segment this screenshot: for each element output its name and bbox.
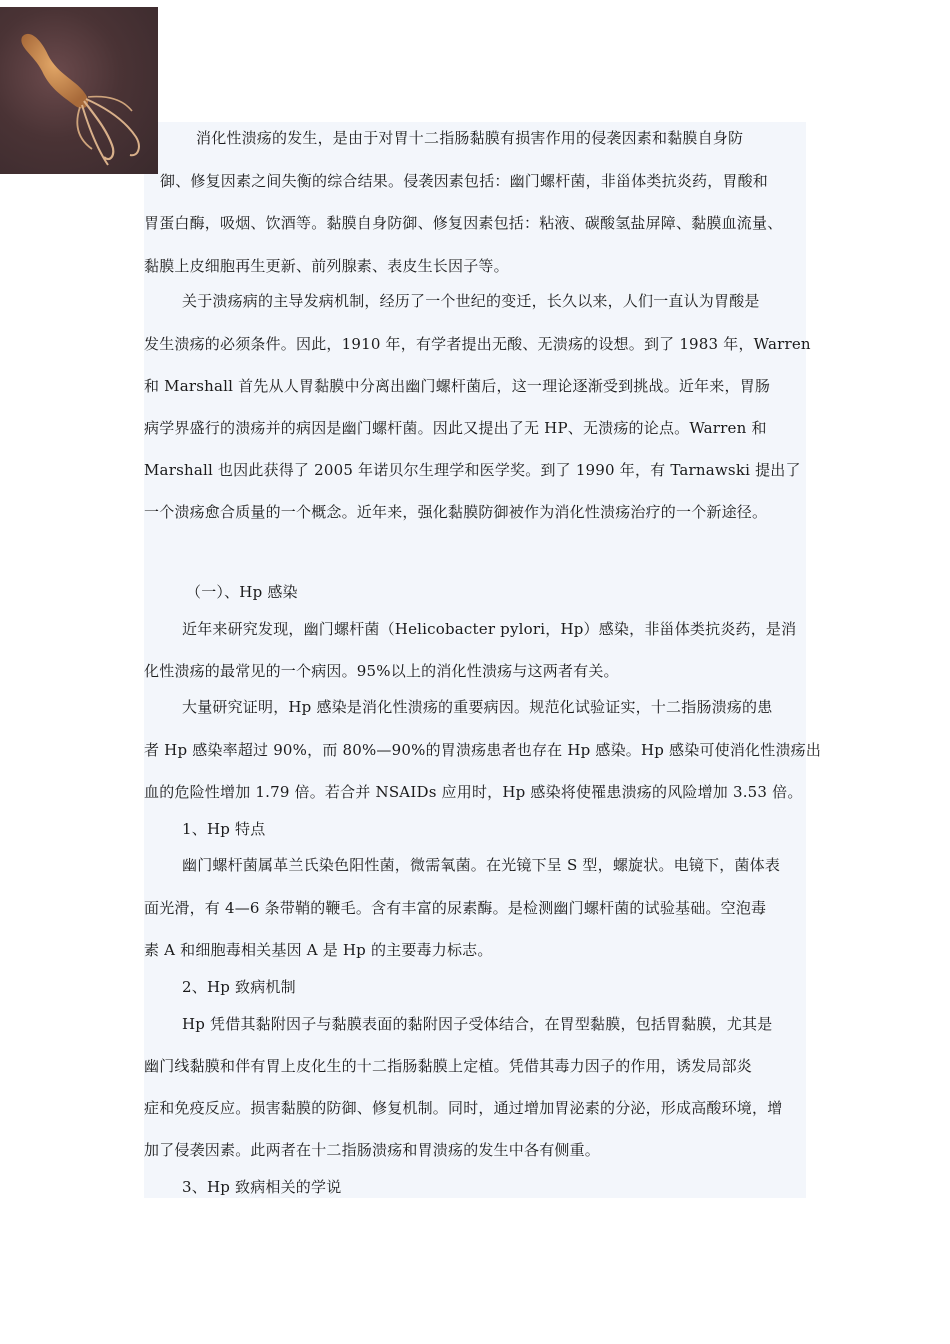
sub2-line-3: 症和免疫反应。损害黏膜的防御、修复机制。同时，通过增加胃泌素的分泌，形成高酸环境，增 <box>144 1099 783 1117</box>
sub2-line-4: 加了侵袭因素。此两者在十二指肠溃疡和胃溃疡的发生中各有侧重。 <box>144 1141 601 1159</box>
section1-p2-line-3: 血的危险性增加 1.79 倍。若合并 NSAIDs 应用时，Hp 感染将使罹患溃疡的风险增加 3.53 倍。 <box>144 783 803 801</box>
intro-line-2: 御、修复因素之间失衡的综合结果。侵袭因素包括：幽门螺杆菌，非甾体类抗炎药，胃酸和 <box>160 172 769 190</box>
mechanism-line-6: 一个溃疡愈合质量的一个概念。近年来，强化黏膜防御被作为消化性溃疡治疗的一个新途径。 <box>144 503 768 521</box>
intro-line-1: 消化性溃疡的发生，是由于对胃十二指肠黏膜有损害作用的侵袭因素和黏膜自身防 <box>196 129 744 147</box>
page-text-background <box>144 122 806 1198</box>
sub2-line-2: 幽门线黏膜和伴有胃上皮化生的十二指肠黏膜上定植。凭借其毒力因子的作用，诱发局部炎 <box>144 1057 753 1075</box>
intro-line-3: 胃蛋白酶，吸烟、饮酒等。黏膜自身防御、修复因素包括：粘液、碳酸氢盐屏障、黏膜血流量、 <box>144 214 783 232</box>
sub1-line-1: 幽门螺杆菌属革兰氏染色阳性菌，微需氧菌。在光镜下呈 S 型，螺旋状。电镜下，菌体表 <box>182 856 781 874</box>
sub1-line-3: 素 A 和细胞毒相关基因 A 是 Hp 的主要毒力标志。 <box>144 941 493 959</box>
section1-p2-line-1: 大量研究证明，Hp 感染是消化性溃疡的重要病因。规范化试验证实，十二指肠溃疡的患 <box>182 698 773 716</box>
mechanism-line-1: 关于溃疡病的主导发病机制，经历了一个世纪的变迁，长久以来，人们一直认为胃酸是 <box>182 292 760 310</box>
intro-line-4: 黏膜上皮细胞再生更新、前列腺素、表皮生长因子等。 <box>144 257 509 275</box>
section1-p1-line-1: 近年来研究发现，幽门螺杆菌（Helicobacter pylori，Hp）感染，非甾体类抗炎药，是消 <box>182 620 797 638</box>
section-heading-hp-infection: （一）、Hp 感染 <box>186 583 298 601</box>
helicobacter-bacterium-photo <box>0 7 158 174</box>
section1-p2-line-2: 者 Hp 感染率超过 90%，而 80%—90%的胃溃疡患者也存在 Hp 感染。Hp 感染可使消化性溃疡出 <box>144 741 822 759</box>
subheading-hp-features: 1、Hp 特点 <box>182 820 266 838</box>
section1-p1-line-2: 化性溃疡的最常见的一个病因。95%以上的消化性溃疡与这两者有关。 <box>144 662 619 680</box>
mechanism-line-3: 和 Marshall 首先从人胃黏膜中分离出幽门螺杆菌后，这一理论逐渐受到挑战。近年来，胃肠 <box>144 377 771 395</box>
sub1-line-2: 面光滑，有 4—6 条带鞘的鞭毛。含有丰富的尿素酶。是检测幽门螺杆菌的试验基础。空泡毒 <box>144 899 767 917</box>
mechanism-line-2: 发生溃疡的必须条件。因此，1910 年，有学者提出无酸、无溃疡的设想。到了 1983 年，Warren <box>144 335 811 353</box>
subheading-hp-theories: 3、Hp 致病相关的学说 <box>182 1178 342 1196</box>
mechanism-line-5: Marshall 也因此获得了 2005 年诺贝尔生理学和医学奖。到了 1990 年，有 Tarnawski 提出了 <box>144 461 801 479</box>
mechanism-line-4: 病学界盛行的溃疡并的病因是幽门螺杆菌。因此又提出了无 HP、无溃疡的论点。Warren 和 <box>144 419 767 437</box>
subheading-hp-pathogenesis: 2、Hp 致病机制 <box>182 978 296 996</box>
sub2-line-1: Hp 凭借其黏附因子与黏膜表面的黏附因子受体结合，在胃型黏膜，包括胃黏膜，尤其是 <box>182 1015 773 1033</box>
